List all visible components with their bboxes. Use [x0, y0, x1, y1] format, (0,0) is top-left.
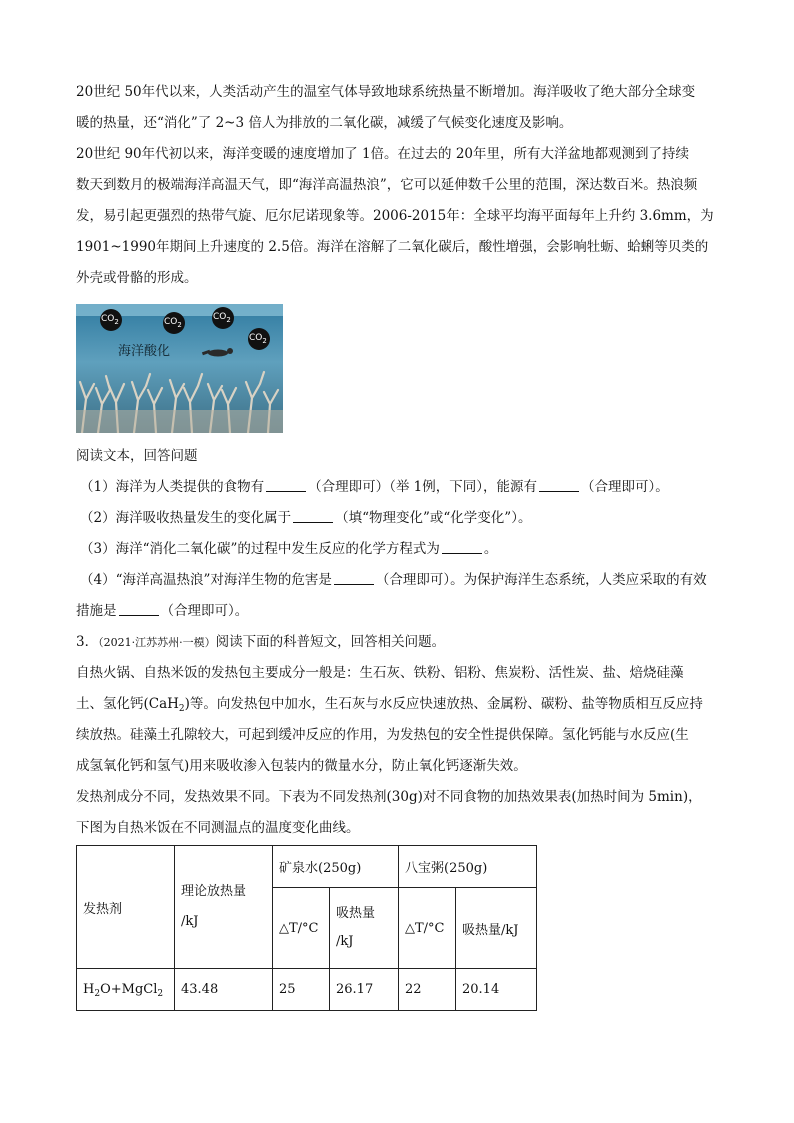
problem-3-line: 下图为自热米饭在不同测温点的温度变化曲线。: [76, 820, 360, 836]
cell-agent: $H_2O+MgCl_2$: [77, 969, 175, 1011]
ocean-acidification-figure: [76, 304, 283, 433]
problem-3-line: 续放热。硅藻土孔隙较大，可起到缓冲反应的作用，为发热包的安全性提供保障。氢化钙能与水反应(生: [76, 727, 689, 743]
answer-blank[interactable]: [539, 479, 579, 492]
problem-source: （2021·江苏苏州·一模）: [98, 636, 216, 649]
cell-theory: 43.48: [175, 969, 273, 1011]
answer-blank[interactable]: [119, 603, 159, 616]
question-4: （4）“海洋高温热浪”对海洋生物的危害是 （合理即可）。为保护海洋生态系统，人类应采取的有效: [80, 572, 707, 588]
passage-line: 20世纪 90年代初以来，海洋变暖的速度增加了 1倍。在过去的 20年里，所有大洋盆地都观测到了持续: [76, 146, 689, 162]
header-absorb: 吸热量/kJ: [456, 888, 537, 969]
co2-label: $CO_2$: [164, 317, 182, 329]
co2-label: $CO_2$: [249, 333, 267, 345]
heating-effect-table: [76, 845, 537, 1011]
co2-label: $CO_2$: [213, 312, 231, 324]
header-absorb: 吸热量 /kJ: [330, 888, 399, 969]
question-3: （3）海洋“消化二氧化碳”的过程中发生反应的化学方程式为 。: [80, 541, 498, 557]
figure-caption: 海洋酸化: [118, 344, 171, 359]
passage-line: 20世纪 50年代以来，人类活动产生的温室气体导致地球系统热量不断增加。海洋吸收了绝大部分全球变: [76, 84, 696, 100]
passage-line: 1901~1990年期间上升速度的 2.5倍。海洋在溶解了二氧化碳后，酸性增强，会影响牡蛎、蛤蜊等贝类的: [76, 239, 709, 255]
header-congee: 八宝粥(250g): [399, 846, 537, 888]
header-agent: 发热剂: [77, 846, 175, 969]
question-4-cont: 措施是 （合理即可）。: [76, 603, 249, 619]
cell-congee-abs: 20.14: [456, 969, 537, 1011]
answer-blank[interactable]: [266, 479, 306, 492]
table-row: [77, 969, 537, 1011]
header-water: 矿泉水(250g): [273, 846, 399, 888]
co2-label: $CO_2$: [101, 314, 119, 326]
question-1: （1）海洋为人类提供的食物有 （合理即可）（举 1例，下同），能源有 （合理即可）。: [80, 479, 669, 495]
answer-blank[interactable]: [442, 541, 482, 554]
cell-congee-dt: 22: [399, 969, 456, 1011]
answer-blank[interactable]: [334, 572, 374, 585]
cell-water-abs: 26.17: [330, 969, 399, 1011]
passage-line: 发，易引起更强烈的热带气旋、厄尔尼诺现象等。2006-2015年：全球平均海平面每年上升约 3.6mm，为: [76, 208, 714, 224]
header-dt: △T/°C: [273, 888, 330, 969]
problem-3-line: 成氢氧化钙和氢气)用来吸收渗入包装内的微量水分，防止氧化钙逐渐失效。: [76, 758, 527, 774]
cell-water-dt: 25: [273, 969, 330, 1011]
passage-line: 暖的热量，还“消化”了 2~3 倍人为排放的二氧化碳，减缓了气候变化速度及影响。: [76, 115, 573, 131]
questions-intro: 阅读文本，回答问题: [76, 448, 198, 464]
problem-3-line: 土、氢化钙(CaH$_2$)等。向发热包中加水，生石灰与水反应快速放热、金属粉、碳粉、盐等物质相互反应持: [76, 696, 703, 714]
passage-line: 外壳或骨骼的形成。: [76, 270, 198, 286]
header-dt: △T/°C: [399, 888, 456, 969]
problem-3-header: 3．（2021·江苏苏州·一模）阅读下面的科普短文，回答相关问题。: [76, 634, 446, 650]
question-2: （2）海洋吸收热量发生的变化属于 （填“物理变化”或“化学变化”）。: [80, 510, 532, 526]
problem-3-line: 发热剂成分不同，发热效果不同。下表为不同发热剂(30g)对不同食物的加热效果表(加热时间为 5min)，: [76, 789, 702, 805]
problem-3-line: 自热火锅、自热米饭的发热包主要成分一般是：生石灰、铁粉、铝粉、焦炭粉、活性炭、盐、焙烧硅藻: [76, 665, 684, 681]
passage-line: 数天到数月的极端海洋高温天气，即“海洋高温热浪”，它可以延伸数千公里的范围，深达数百米。热浪频: [76, 177, 698, 193]
answer-blank[interactable]: [293, 510, 333, 523]
header-theory: 理论放热量 /kJ: [175, 846, 273, 969]
